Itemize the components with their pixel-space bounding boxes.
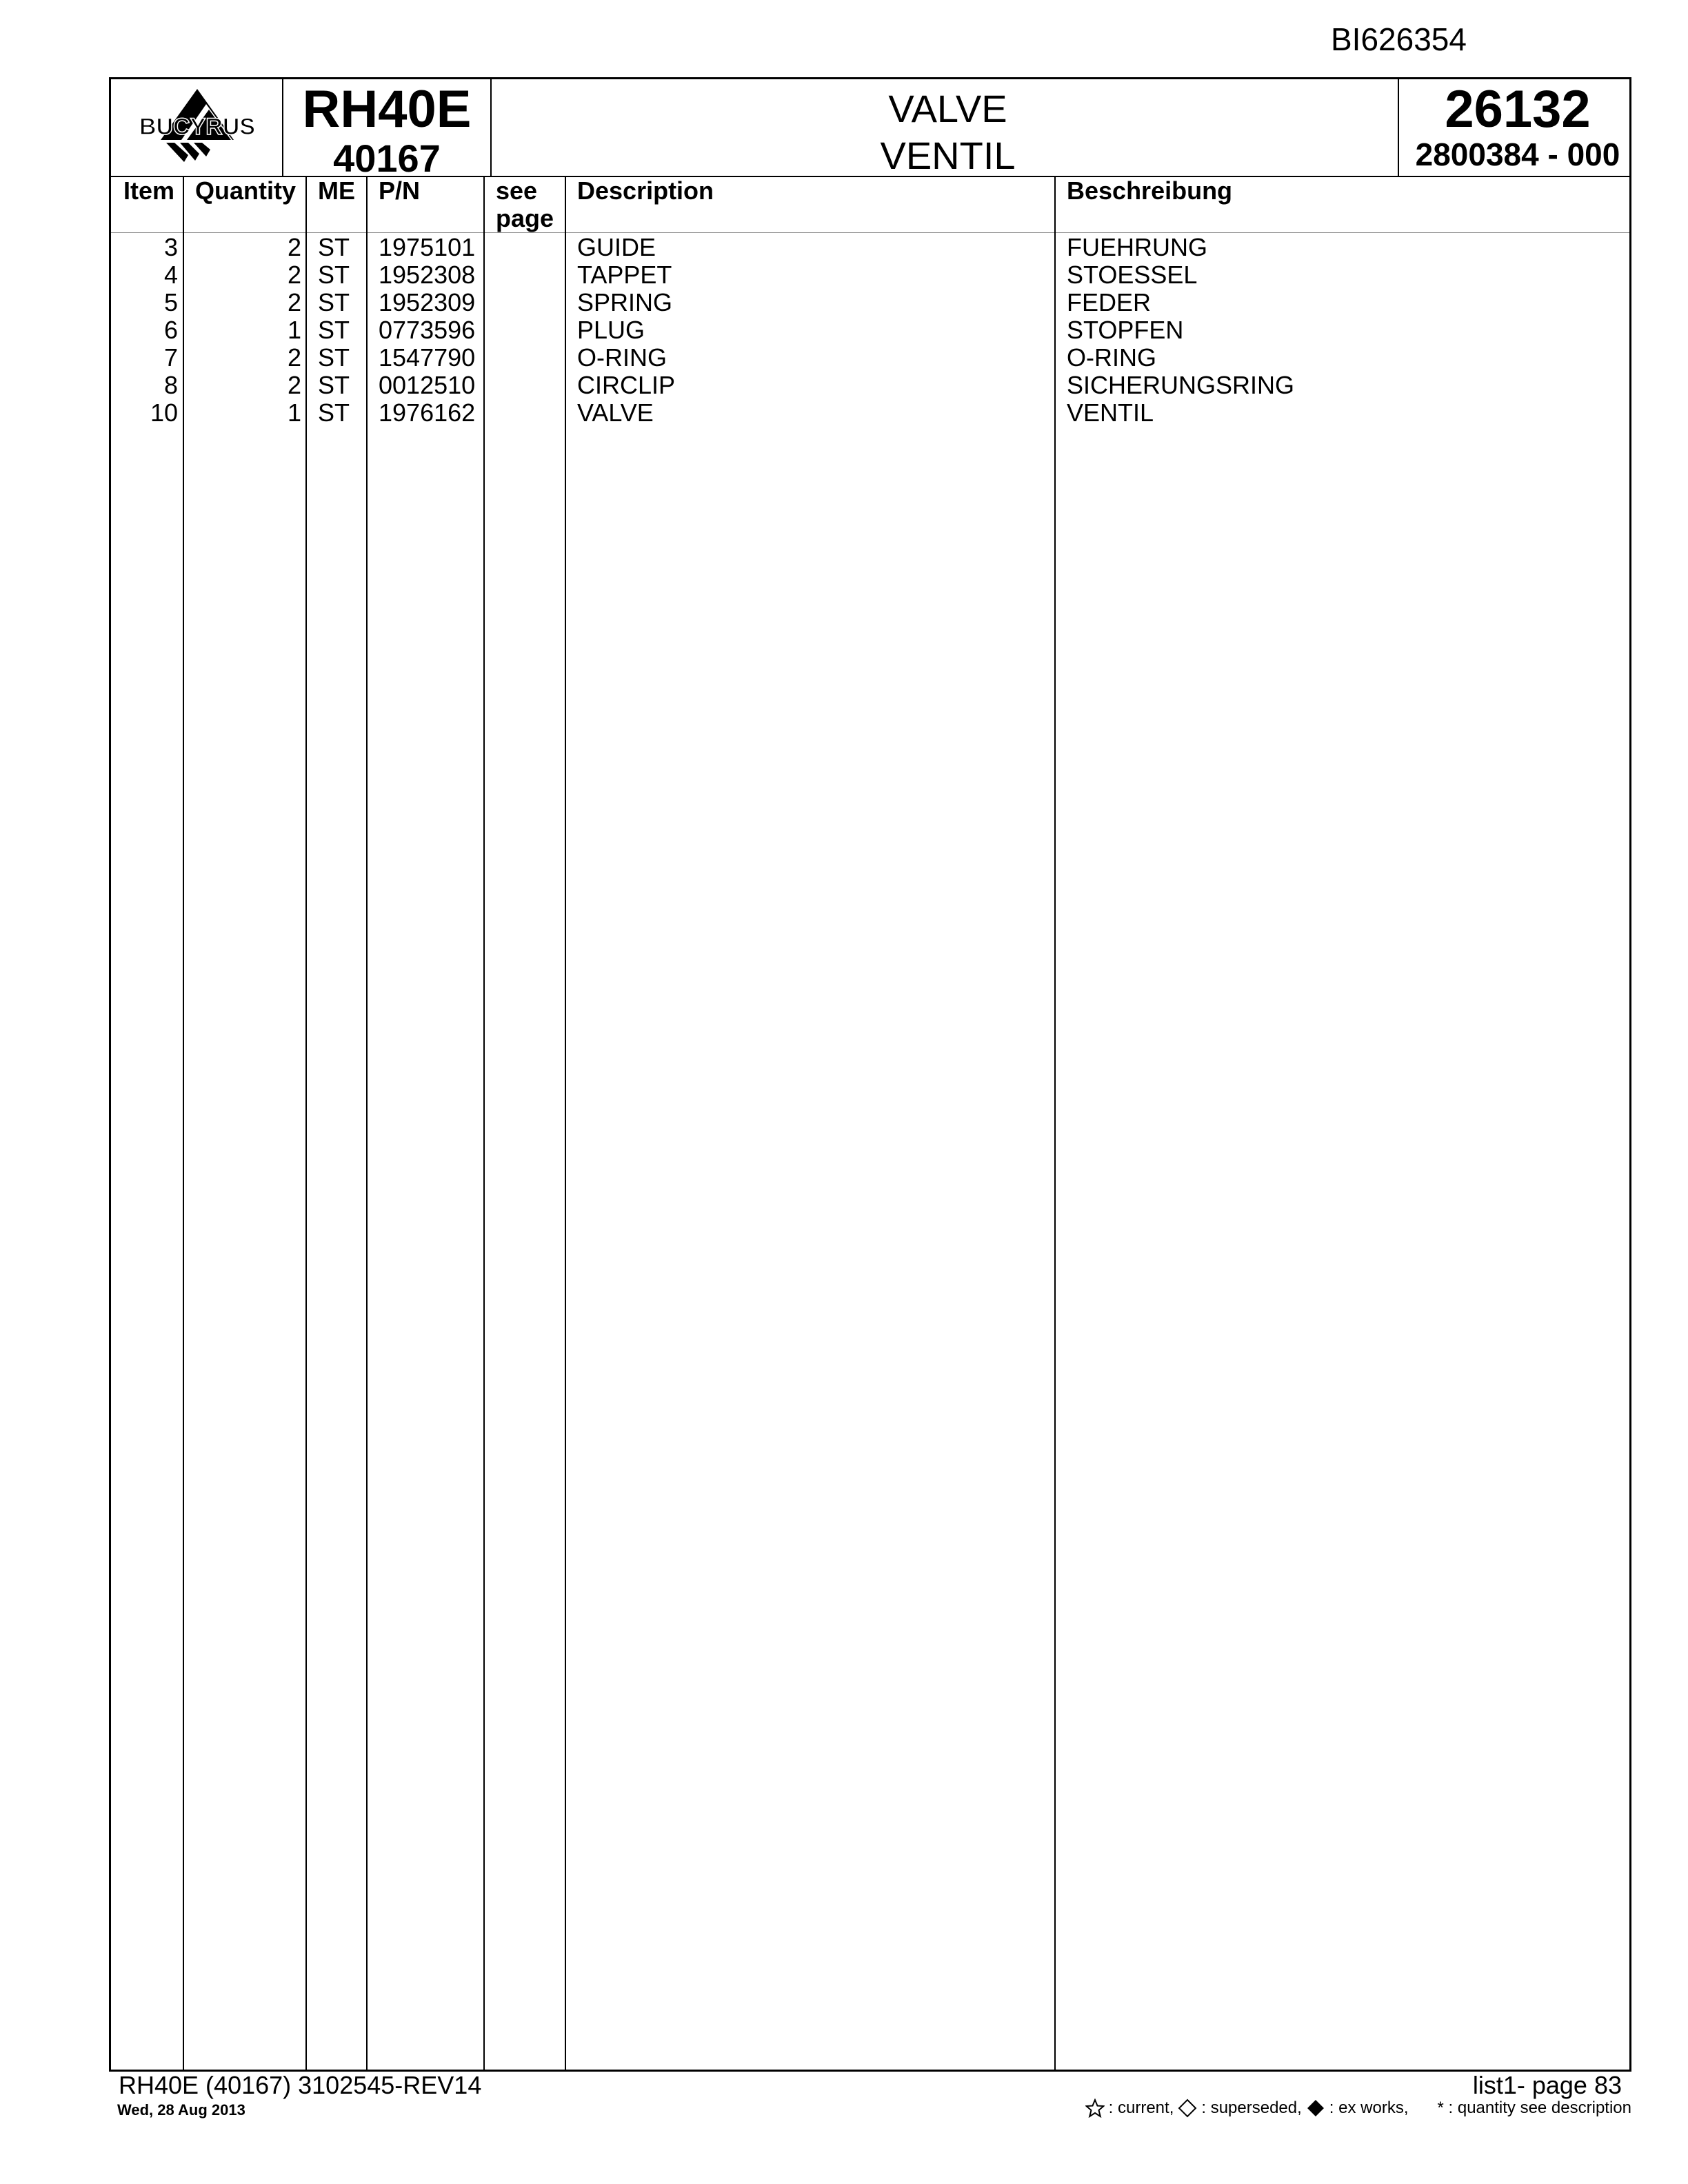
quantity: 2	[287, 343, 301, 372]
description: GUIDE	[577, 233, 656, 261]
part-number: 1975101	[379, 233, 476, 261]
item-number: 7	[163, 343, 178, 372]
part-number: 0773596	[379, 316, 476, 344]
quantity: 1	[287, 398, 301, 427]
column-header-pn: P/N	[379, 176, 421, 205]
print-date: Wed, 28 Aug 2013	[117, 2101, 245, 2119]
unit: ST	[318, 343, 350, 372]
unit: ST	[318, 316, 350, 344]
table-row	[111, 234, 1629, 261]
item-number: 8	[163, 371, 178, 399]
see-page-line-1: see	[496, 176, 538, 205]
description: SPRING	[577, 288, 673, 316]
part-number: 1547790	[379, 343, 476, 372]
title-english: VALVE	[888, 87, 1007, 130]
legend-exworks-label: : ex works,	[1329, 2099, 1409, 2117]
part-number: 1976162	[379, 398, 476, 427]
see-page-line-2: page	[496, 204, 554, 232]
diamond-filled-icon	[1306, 2099, 1325, 2118]
column-header-quantity: Quantity	[195, 176, 297, 205]
legend-superseded-label: : superseded,	[1201, 2099, 1302, 2117]
beschreibung: O-RING	[1067, 343, 1156, 372]
legend-quantity-label: * : quantity see description	[1437, 2099, 1631, 2117]
beschreibung: STOESSEL	[1067, 261, 1198, 289]
table-row	[111, 372, 1629, 399]
table-row	[111, 344, 1629, 372]
unit: ST	[318, 371, 350, 399]
unit: ST	[318, 288, 350, 316]
description: VALVE	[577, 398, 654, 427]
part-number: 0012510	[379, 371, 476, 399]
beschreibung: SICHERUNGSRING	[1067, 371, 1295, 399]
unit: ST	[318, 233, 350, 261]
item-number: 6	[163, 316, 178, 344]
item-number: 4	[163, 261, 178, 289]
legend-current-label: : current,	[1108, 2099, 1174, 2117]
page-number: list1- page 83	[1472, 2071, 1622, 2099]
description: O-RING	[577, 343, 667, 372]
document-id: BI626354	[1331, 21, 1467, 57]
bucyrus-logo	[118, 79, 277, 176]
beschreibung: VENTIL	[1067, 398, 1154, 427]
table-row	[111, 289, 1629, 316]
unit: ST	[318, 261, 350, 289]
table-row	[111, 399, 1629, 427]
serial-number: 40167	[333, 136, 441, 180]
model-name: RH40E	[302, 80, 472, 139]
description: PLUG	[577, 316, 645, 344]
column-header-me: ME	[318, 176, 355, 205]
table-row	[111, 261, 1629, 289]
assembly-part-number: 2800384 - 000	[1415, 136, 1620, 172]
part-number: 1952308	[379, 261, 476, 289]
title-german: VENTIL	[880, 134, 1016, 177]
parts-list-frame	[109, 77, 1631, 2072]
description: CIRCLIP	[577, 371, 676, 399]
symbol-legend	[1085, 2099, 1631, 2118]
item-number: 5	[163, 288, 178, 316]
part-number: 1952309	[379, 288, 476, 316]
item-number: 10	[150, 398, 178, 427]
column-header-beschreibung: Beschreibung	[1067, 176, 1233, 205]
quantity: 2	[287, 371, 301, 399]
diamond-outline-icon	[1178, 2099, 1197, 2118]
document-reference: RH40E (40167) 3102545-REV14	[119, 2071, 482, 2099]
item-number: 3	[163, 233, 178, 261]
quantity: 2	[287, 261, 301, 289]
column-header-item: Item	[123, 176, 175, 205]
star-outline-icon	[1085, 2099, 1105, 2118]
column-header-see-page	[496, 177, 554, 232]
table-row	[111, 316, 1629, 344]
unit: ST	[318, 398, 350, 427]
beschreibung: FEDER	[1067, 288, 1152, 316]
quantity: 1	[287, 316, 301, 344]
description: TAPPET	[577, 261, 672, 289]
beschreibung: STOPFEN	[1067, 316, 1184, 344]
quantity: 2	[287, 288, 301, 316]
parts-table-body	[111, 234, 1629, 427]
logo-wordmark: BUCYRUS	[139, 114, 256, 140]
beschreibung: FUEHRUNG	[1067, 233, 1207, 261]
quantity: 2	[287, 233, 301, 261]
column-header-description: Description	[577, 176, 714, 205]
group-number: 26132	[1445, 80, 1591, 139]
